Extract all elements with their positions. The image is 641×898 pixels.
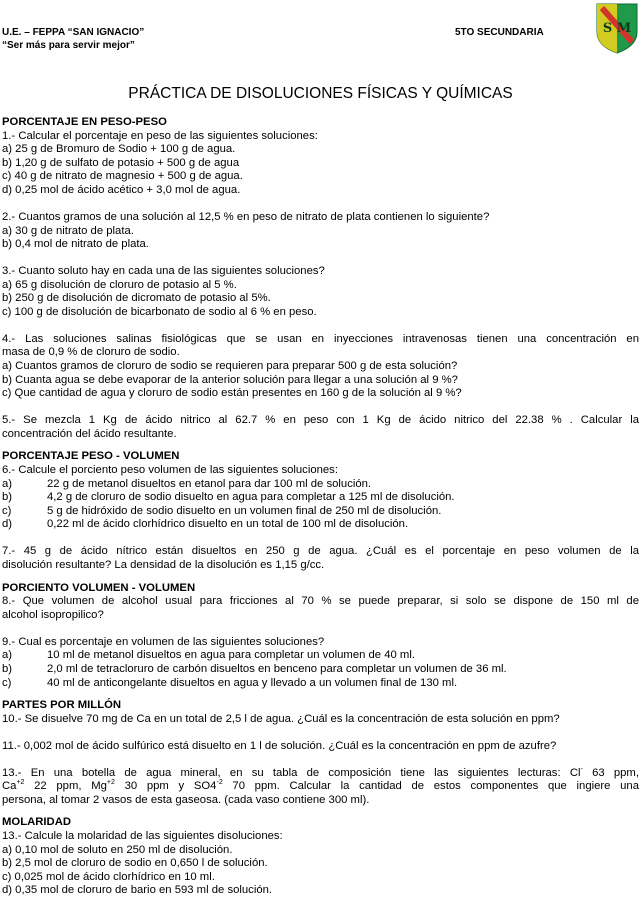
q6-item: b) 4,2 g de cloruro de sodio disuelto en agua para completar a 125 ml de disolución. (2, 491, 455, 504)
question-7-line-1: 7.- 45 g de ácido nítrico están disueltos en 250 g de agua. ¿Cuál es el porcentaje en peso volumen de la (2, 545, 639, 558)
question-5-line-2: concentración del ácido resultante. (2, 427, 177, 440)
q6-item: a) 22 g de metanol disueltos en etanol para dar 100 ml de solución. (2, 477, 372, 490)
question-9: 9.- Cual es porcentaje en volumen de las siguientes soluciones? (2, 635, 325, 648)
question-7-line-2: disolución resultante? La densidad de la disolución es 1,15 g/cc. (2, 558, 325, 571)
question-4-line-2: masa de 0,9 % de cloruro de sodio. (2, 346, 180, 359)
q6-item: d) 0,22 ml de ácido clorhídrico disuelto en un total de 100 ml de disolución. (2, 518, 409, 531)
section-heading-peso-peso: PORCENTAJE EN PESO-PESO (2, 116, 167, 128)
q3-option-b: b) 250 g de disolución de dicromato de potasio al 5%. (2, 292, 271, 305)
question-4-line-1: 4.- Las soluciones salinas fisiológicas que se usan en inyecciones intravenosas tienen una concentración en (2, 332, 639, 345)
school-header (2, 27, 144, 52)
question-13-line-3: persona, al tomar 2 vasos de esta gaseosa. (cada vaso contiene 300 ml). (2, 793, 370, 806)
question-8-line-2: alcohol isopropilico? (2, 608, 104, 621)
question-2: 2.- Cuantos gramos de una solución al 12,5 % en peso de nitrato de plata contienen lo siguiente? (2, 210, 490, 223)
question-13-line-1: 13.- En una botella de agua mineral, en su tabla de composición tiene las siguientes lecturas: Cl- 63 ppm, (2, 765, 639, 779)
question-11: 11.- 0,002 mol de ácido sulfúrico está disuelto en 1 l de solución. ¿Cuál es la concentración en ppm de azufre? (2, 739, 557, 752)
logo-letters: S M (602, 21, 632, 36)
q13-option-b: b) 2,5 mol de cloruro de sodio en 0,650 l de solución. (2, 857, 268, 870)
q1-option-b: b) 1,20 g de sulfato de potasio + 500 g de agua (2, 156, 240, 169)
q6-item: c) 5 g de hidróxido de sodio disuelto en un volumen final de 250 ml de disolución. (2, 504, 442, 517)
question-13-molaridad: 13.- Calcule la molaridad de las siguientes disoluciones: (2, 830, 283, 843)
q1-option-d: d) 0,25 mol de ácido acético + 3,0 mol de agua. (2, 183, 241, 196)
q13-option-c: c) 0,025 mol de ácido clorhídrico en 10 ml. (2, 870, 215, 883)
question-1: 1.- Calcular el porcentaje en peso de las siguientes soluciones: (2, 129, 318, 142)
q4-option-a: a) Cuantos gramos de cloruro de sodio se requieren para preparar 500 g de esta solución? (2, 360, 458, 373)
question-8-line-1: 8.- Que volumen de alcohol usual para fricciones al 70 % se puede preparar, si solo se dispone de 150 ml de (2, 595, 639, 608)
question-5-line-1: 5.- Se mezcla 1 Kg de ácido nitrico al 62.7 % en peso con 1 Kg de ácido nitrico del 22.38 % . Calcular la (2, 414, 639, 427)
exercise-content (2, 116, 639, 898)
school-name: U.E. – FEPPA “SAN IGNACIO” (2, 27, 145, 38)
q1-option-a: a) 25 g de Bromuro de Sodio + 100 g de agua. (2, 143, 236, 156)
q9-item: c) 40 ml de anticongelante disueltos en agua y llevado a un volumen final de 130 ml. (2, 676, 458, 689)
section-heading-volumen-volumen: PORCIENTO VOLUMEN - VOLUMEN (2, 581, 196, 594)
school-motto: “Ser más para servir mejor” (2, 39, 135, 51)
q2-option-b: b) 0,4 mol de nitrato de plata. (2, 238, 149, 251)
q4-option-b: b) Cuanta agua se debe evaporar de la anterior solución para llegar a una solución al 9 %? (2, 373, 458, 386)
question-3: 3.- Cuanto soluto hay en cada una de las siguientes soluciones? (2, 265, 325, 278)
q13-option-a: a) 0,10 mol de soluto en 250 ml de disolución. (2, 843, 233, 856)
q2-option-a: a) 30 g de nitrato de plata. (2, 224, 134, 237)
section-heading-peso-volumen: PORCENTAJE PESO - VOLUMEN (2, 450, 180, 463)
question-6: 6.- Calcule el porciento peso volumen de las siguientes soluciones: (2, 464, 338, 477)
section-heading-ppm: PARTES POR MILLÓN (2, 699, 122, 712)
q1-option-c: c) 40 g de nitrato de magnesio + 500 g de agua. (2, 170, 243, 183)
q9-item: a) 10 ml de metanol disueltos en agua para completar un volumen de 40 ml. (2, 649, 415, 662)
q13-option-d: d) 0,35 mol de cloruro de bario en 593 ml de solución. (2, 884, 273, 897)
page-title: PRÁCTICA DE DISOLUCIONES FÍSICAS Y QUÍMICAS (128, 85, 513, 102)
question-13-line-2: $Ca^{+2}$ 22 ppm, $Mg^{+2}$ 30 ppm y $SO4^{-2}$ 70 ppm. Calcular la cantidad de estos componentes que ingiere una (2, 779, 639, 793)
section-heading-molaridad: MOLARIDAD (2, 816, 72, 829)
question-10: 10.- Se disuelve 70 mg de Ca en un total de 2,5 l de agua. ¿Cuál es la concentración de esta solución en ppm? (2, 712, 560, 725)
q3-option-a: a) 65 g disolución de cloruro de potasio al 5 %. (2, 278, 237, 291)
q3-option-c: c) 100 g de disolución de bicarbonato de sodio al 6 % en peso. (2, 305, 317, 318)
q9-item: b) 2,0 ml de tetracloruro de carbón disueltos en benceno para completar un volumen de 36 ml. (2, 662, 507, 675)
q4-option-c: c) Que cantidad de agua y cloruro de sodio están presentes en 160 g de la solución al 9 %? (2, 387, 462, 400)
grade-label: 5TO SECUNDARIA (455, 27, 544, 38)
school-logo (594, 2, 640, 54)
